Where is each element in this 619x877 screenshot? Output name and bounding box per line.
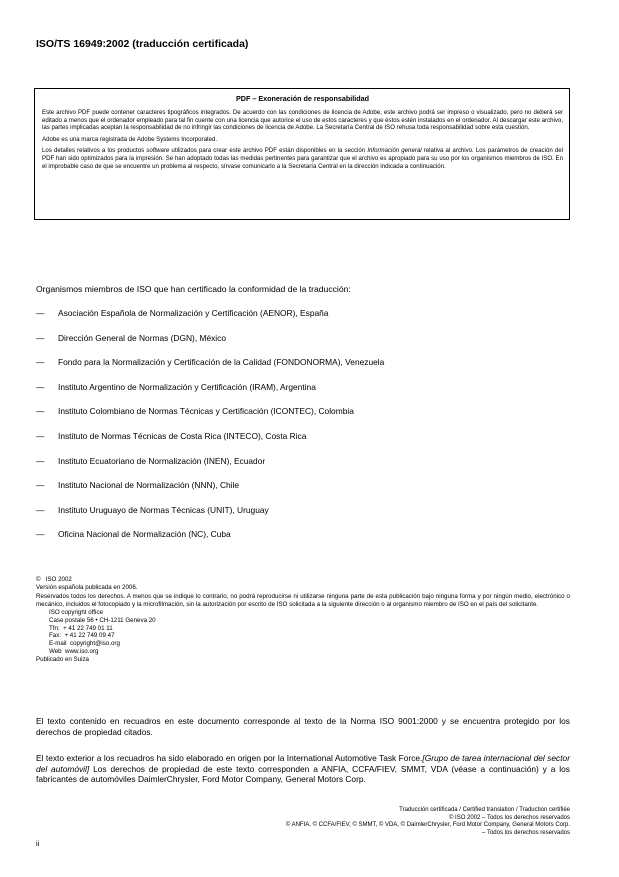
dash-bullet: — [36,332,45,343]
disclaimer-paragraph-2: Adobe es una marca registrada de Adobe Systems Incorporated. [42,135,218,143]
email-line[interactable]: E-mail copyright@iso.org [49,640,120,648]
list-item [36,406,384,431]
disclaimer-title: PDF – Exoneración de responsabilidad [235,94,369,103]
copyright-year: © ISO 2002 [36,576,72,583]
document-title: ISO/TS 16949:2002 (traducción certificada) [36,38,249,50]
footer-line: © ISO 2002 – Todos los derechos reservados [448,814,570,821]
member-name: Oficina Nacional de Normalización (NC), Cuba [58,529,231,540]
rights-statement: Reservados todos los derechos. A menos que se indique lo contrario, no podrá reproducirse ni utilizarse ninguna parte de esta publicación bajo ninguna forma y por ningún medio, electrónico o mecánico, incluidos el fotocopiado y la microfilmación, sin la autorización por escrito de ISO solicitada a la siguiente dirección o al organismo miembro de ISO en el país del solicitante. [36,593,570,608]
list-item [36,529,384,554]
address-line: Case postale 56 • CH-1211 Geneva 20 [49,616,156,624]
dash-bullet: — [36,480,45,491]
footer-line: © ANFIA, © CCFA/FIEV, © SMMT, © VDA, © DaimlerChrysler, Ford Motor Company, General Motors Corp. [285,822,570,829]
pdf-disclaimer-box [34,88,570,220]
member-name: Fondo para la Normalización y Certificación de la Calidad (FONDONORMA), Venezuela [58,357,385,368]
dash-bullet: — [36,381,45,392]
notice-emphasis: [Grupo de tarea internacional del sector del automóvil] [36,753,570,774]
copyright-block [36,576,570,664]
list-item [36,308,384,333]
list-item [36,357,384,382]
dash-bullet: — [36,455,45,466]
disclaimer-text: relativa al archivo. Los parámetros de creación del PDF han sido optimizados para la impresión. Se han adoptado todas las medidas pertinentes para garantizar que el archivo es apropiado para su uso por los organismos miembros de ISO. En el improbable caso de que se encuentre un problema al respecto, sírvase comunicarlo a la Secretaría Central en la dirección indicada a continuación. [42,147,564,170]
edition-note: Versión española publicada en 2006. [36,584,138,591]
dash-bullet: — [36,430,45,441]
disclaimer-emphasis: software [146,147,170,155]
footer-line: – Todos los derechos reservados [482,829,570,836]
disclaimer-emphasis: Información general [367,147,422,155]
list-item [36,505,384,530]
dash-bullet: — [36,357,45,368]
dash-bullet: — [36,406,45,417]
address-line: Tfn: + 41 22 749 01 11 [49,624,113,632]
member-name: Instituto Ecuatoriano de Normalización (INEN), Ecuador [58,455,266,466]
member-name: Instituto Nacional de Normalización (NNN), Chile [58,480,240,491]
iatf-notice [36,753,570,785]
address-line: Fax: + 41 22 749 09 47 [49,632,115,640]
web-line[interactable]: Web www.iso.org [49,647,99,655]
list-item [36,456,384,481]
address-line: ISO copyright office [49,609,103,616]
notice-text: Los derechos de propiedad de este texto corresponden a ANFIA, CCFA/FIEV, SMMT, VDA (véase a continuación) y a los fabricantes de automóviles DaimlerChrysler, Ford Motor Company, General Motors Corp. [36,763,570,785]
disclaimer-paragraph-1: Este archivo PDF puede contener caracteres tipográficos integrados. De acuerdo con las condiciones de licencia de Adobe, este archivo podrá ser impreso o visualizado, pero no deberá ser editado a menos que el ordenador empleado para tal fin cuente con una licencia que autorice el uso de estos caracteres y que éstos estén instalados en el ordenador. Al descargar este archivo, las partes implicadas aceptan la responsabilidad de no infringir las condiciones de licencia de Adobe. La Secretaría Central de ISO rehusa toda responsabilidad sobre esta cuestión. [42,109,564,132]
boxed-text-notice: El texto contenido en recuadros en este documento corresponde al texto de la Norma ISO 9001:2000 y se encuentra protegido por los derechos de propiedad citados. [36,716,570,737]
member-name: Instituto Argentino de Normalización y Certificación (IRAM), Argentina [58,381,316,392]
member-name: Instituto Colombiano de Normas Técnicas y Certificación (ICONTEC), Colombia [58,406,354,417]
disclaimer-text: utilizados para crear este archivo PDF están disponibles en la sección [169,147,368,155]
footer-rights [286,807,570,837]
disclaimer-paragraph-3 [42,147,563,170]
member-name: Instituto de Normas Técnicas de Costa Rica (INTECO), Costa Rica [58,430,307,441]
footer-line: Traducción certificada / Certified translation / Traduction certifiée [399,807,570,813]
list-item [36,382,384,407]
published-in: Publicado en Suiza [36,655,89,663]
member-name: Dirección General de Normas (DGN), México [58,332,227,343]
page-number: ii [36,839,40,848]
member-bodies-list [36,308,384,554]
notice-text: El texto exterior a los recuadros ha sido elaborado en origen por la International Automotive Task Force. [36,753,423,763]
dash-bullet: — [36,529,45,540]
members-intro: Organismos miembros de ISO que han certificado la conformidad de la traducción: [36,284,351,294]
member-name: Asociación Española de Normalización y Certificación (AENOR), España [58,308,329,318]
list-item [36,431,384,456]
disclaimer-text: Los detalles relativos a los productos [42,147,147,155]
dash-bullet: — [36,504,45,515]
member-name: Instituto Uruguayo de Normas Técnicas (UNIT), Uruguay [58,504,269,515]
list-item [36,333,384,358]
dash-bullet: — [36,308,45,318]
list-item [36,480,384,505]
